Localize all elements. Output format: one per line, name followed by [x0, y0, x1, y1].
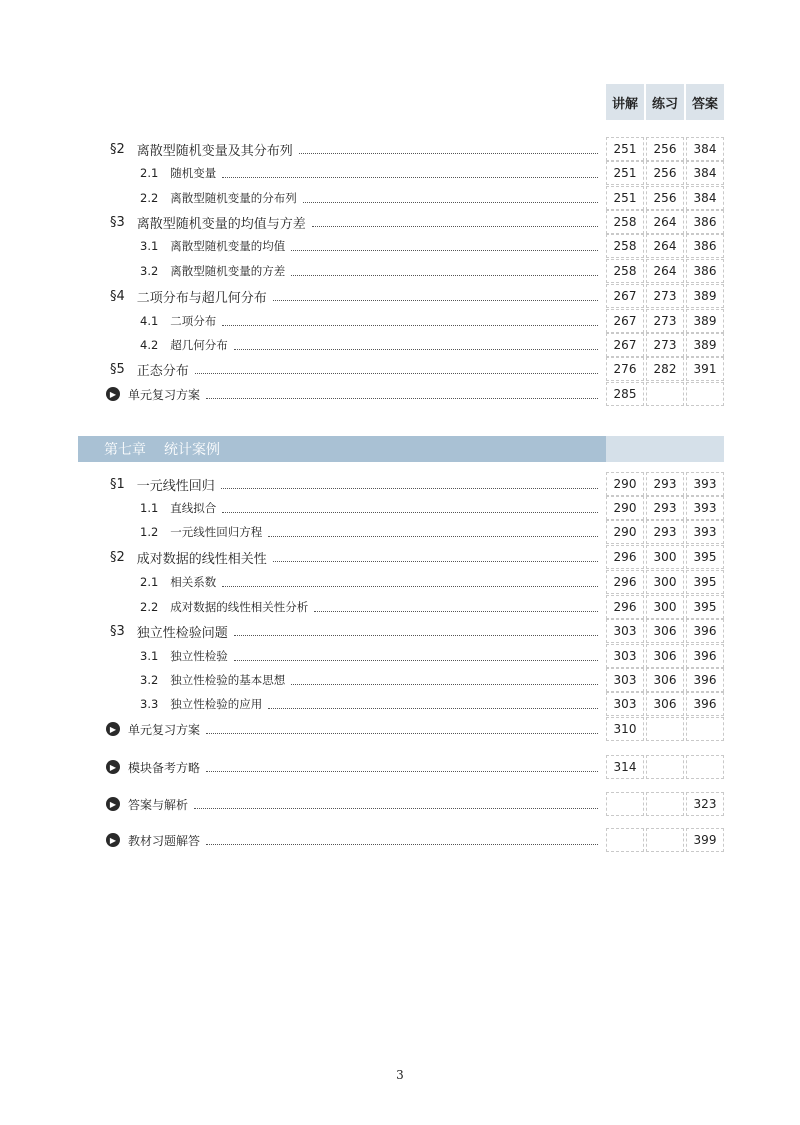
answer-page-cell: 393 — [686, 520, 724, 544]
entry-title: 独立性检验的应用 — [170, 697, 263, 711]
toc-entry[interactable] — [110, 619, 606, 643]
entry-title: 成对数据的线性相关性 — [136, 551, 267, 567]
entry-title: 模块备考方略 — [128, 760, 201, 775]
practice-page-cell: 306 — [646, 668, 684, 692]
lecture-page-cell: 296 — [606, 570, 644, 594]
toc-row[interactable] — [0, 333, 800, 357]
answer-page-cell: 396 — [686, 692, 724, 716]
toc-entry[interactable] — [140, 668, 606, 692]
toc-row[interactable] — [0, 828, 800, 852]
entry-title: 独立性检验问题 — [136, 625, 228, 641]
practice-page-cell — [646, 792, 684, 816]
toc-entry[interactable] — [140, 333, 606, 357]
page-number: 3 — [396, 1068, 404, 1082]
play-arrow-icon: ▶ — [106, 797, 120, 811]
toc-entry[interactable] — [140, 309, 606, 333]
practice-page-cell — [646, 755, 684, 779]
lecture-page-cell: 303 — [606, 644, 644, 668]
entry-number: 2.2 — [140, 191, 159, 205]
chapter-header-bar-tail — [606, 436, 724, 462]
lecture-page-cell: 258 — [606, 234, 644, 258]
answer-page-cell: 396 — [686, 668, 724, 692]
chapter-title: 统计案例 — [164, 442, 220, 458]
practice-page-cell: 264 — [646, 259, 684, 283]
dot-leader — [268, 707, 598, 709]
lecture-page-cell — [606, 792, 644, 816]
practice-page-cell: 300 — [646, 545, 684, 569]
entry-title: 教材习题解答 — [128, 833, 201, 848]
entry-number: 3.1 — [140, 649, 159, 663]
column-header-practice: 练习 — [646, 84, 684, 120]
toc-entry[interactable] — [140, 570, 606, 594]
entry-title: 超几何分布 — [170, 338, 228, 352]
play-arrow-icon: ▶ — [106, 760, 120, 774]
toc-entry[interactable] — [110, 137, 606, 161]
lecture-page-cell: 303 — [606, 619, 644, 643]
entry-title: 直线拟合 — [170, 501, 217, 515]
answer-page-cell — [686, 382, 724, 406]
toc-entry[interactable] — [110, 382, 606, 406]
entry-number: §4 — [110, 288, 125, 304]
answer-page-cell: 399 — [686, 828, 724, 852]
entry-title: 正态分布 — [136, 363, 189, 379]
entry-number: 2.1 — [140, 575, 159, 589]
lecture-page-cell: 285 — [606, 382, 644, 406]
dot-leader — [206, 843, 598, 845]
answer-page-cell: 323 — [686, 792, 724, 816]
dot-leader — [206, 397, 598, 399]
answer-page-cell: 386 — [686, 259, 724, 283]
entry-title: 答案与解析 — [128, 797, 189, 812]
dot-leader — [222, 585, 598, 587]
practice-page-cell: 256 — [646, 186, 684, 210]
practice-page-cell: 293 — [646, 472, 684, 496]
entry-title: 独立性检验的基本思想 — [170, 673, 286, 687]
dot-leader — [234, 659, 598, 661]
lecture-page-cell: 310 — [606, 717, 644, 741]
toc-entry[interactable] — [140, 644, 606, 668]
entry-number: 1.2 — [140, 525, 159, 539]
entry-number: 4.1 — [140, 314, 159, 328]
answer-page-cell: 391 — [686, 357, 724, 381]
entry-title: 一元线性回归 — [136, 478, 215, 494]
lecture-page-cell: 303 — [606, 692, 644, 716]
toc-row[interactable] — [0, 619, 800, 643]
lecture-page-cell: 290 — [606, 496, 644, 520]
entry-title: 随机变量 — [170, 166, 217, 180]
entry-number: 3.2 — [140, 264, 159, 278]
practice-page-cell: 273 — [646, 309, 684, 333]
entry-title: 二项分布与超几何分布 — [136, 290, 267, 306]
lecture-page-cell: 251 — [606, 137, 644, 161]
practice-page-cell — [646, 382, 684, 406]
entry-number: §2 — [110, 549, 125, 565]
dot-leader — [221, 487, 598, 489]
practice-page-cell — [646, 717, 684, 741]
practice-page-cell: 306 — [646, 644, 684, 668]
lecture-page-cell: 296 — [606, 545, 644, 569]
entry-number: 3.2 — [140, 673, 159, 687]
play-arrow-icon: ▶ — [106, 387, 120, 401]
answer-page-cell: 389 — [686, 309, 724, 333]
practice-page-cell: 300 — [646, 595, 684, 619]
answer-page-cell: 396 — [686, 644, 724, 668]
toc-entry[interactable] — [140, 161, 606, 185]
lecture-page-cell: 296 — [606, 595, 644, 619]
entry-title: 单元复习方案 — [128, 387, 201, 402]
dot-leader — [291, 274, 598, 276]
entry-title: 离散型随机变量的方差 — [170, 264, 286, 278]
toc-entry[interactable] — [110, 755, 606, 779]
toc-row[interactable] — [0, 668, 800, 692]
toc-row[interactable] — [0, 595, 800, 619]
toc-entry[interactable] — [110, 472, 606, 496]
dot-leader — [314, 610, 598, 612]
practice-page-cell: 264 — [646, 210, 684, 234]
entry-title: 离散型随机变量的均值与方差 — [136, 216, 306, 232]
lecture-page-cell: 267 — [606, 309, 644, 333]
practice-page-cell: 293 — [646, 520, 684, 544]
entry-number: §3 — [110, 623, 125, 639]
answer-page-cell: 384 — [686, 186, 724, 210]
toc-row[interactable] — [0, 520, 800, 544]
toc-entry[interactable] — [140, 595, 606, 619]
chapter-header-bar — [78, 436, 606, 462]
practice-page-cell: 306 — [646, 619, 684, 643]
dot-leader — [222, 324, 598, 326]
dot-leader — [206, 770, 598, 772]
toc-row[interactable] — [0, 161, 800, 185]
toc-row[interactable] — [0, 357, 800, 381]
answer-page-cell: 396 — [686, 619, 724, 643]
dot-leader — [299, 152, 598, 154]
practice-page-cell: 273 — [646, 333, 684, 357]
toc-entry[interactable] — [110, 717, 606, 741]
toc-row[interactable] — [0, 545, 800, 569]
entry-title: 单元复习方案 — [128, 722, 201, 737]
entry-title: 离散型随机变量及其分布列 — [136, 143, 293, 159]
answer-page-cell: 393 — [686, 496, 724, 520]
dot-leader — [195, 372, 598, 374]
chapter-label: 第七章 — [104, 442, 146, 458]
toc-row[interactable] — [0, 570, 800, 594]
toc-row[interactable] — [0, 210, 800, 234]
answer-page-cell: 386 — [686, 210, 724, 234]
lecture-page-cell — [606, 828, 644, 852]
toc-row[interactable] — [0, 472, 800, 496]
lecture-page-cell: 290 — [606, 520, 644, 544]
lecture-page-cell: 303 — [606, 668, 644, 692]
toc-row[interactable] — [0, 137, 800, 161]
practice-page-cell: 282 — [646, 357, 684, 381]
toc-row[interactable] — [0, 755, 800, 779]
entry-number: §5 — [110, 361, 125, 377]
toc-row[interactable] — [0, 284, 800, 308]
entry-title: 一元线性回归方程 — [170, 525, 263, 539]
dot-leader — [222, 511, 598, 513]
dot-leader — [222, 176, 598, 178]
practice-page-cell: 256 — [646, 137, 684, 161]
entry-title: 离散型随机变量的均值 — [170, 239, 286, 253]
practice-page-cell: 306 — [646, 692, 684, 716]
toc-entry[interactable] — [140, 186, 606, 210]
dot-leader — [273, 299, 598, 301]
toc-row[interactable] — [0, 259, 800, 283]
dot-leader — [291, 249, 598, 251]
lecture-page-cell: 251 — [606, 161, 644, 185]
dot-leader — [268, 535, 598, 537]
lecture-page-cell: 290 — [606, 472, 644, 496]
column-header-answer: 答案 — [686, 84, 724, 120]
toc-row[interactable] — [0, 309, 800, 333]
lecture-page-cell: 276 — [606, 357, 644, 381]
toc-row[interactable] — [0, 234, 800, 258]
answer-page-cell: 393 — [686, 472, 724, 496]
lecture-page-cell: 251 — [606, 186, 644, 210]
practice-page-cell: 264 — [646, 234, 684, 258]
dot-leader — [312, 225, 598, 227]
dot-leader — [273, 560, 598, 562]
toc-entry[interactable] — [110, 792, 606, 816]
toc-entry[interactable] — [110, 284, 606, 308]
toc-row[interactable] — [0, 717, 800, 741]
toc-entry[interactable] — [140, 520, 606, 544]
toc-entry[interactable] — [110, 545, 606, 569]
entry-number: §2 — [110, 141, 125, 157]
entry-number: 2.1 — [140, 166, 159, 180]
practice-page-cell: 273 — [646, 284, 684, 308]
entry-number: 3.1 — [140, 239, 159, 253]
answer-page-cell — [686, 755, 724, 779]
entry-number: 4.2 — [140, 338, 159, 352]
column-header-lecture: 讲解 — [606, 84, 644, 120]
toc-entry[interactable] — [140, 234, 606, 258]
dot-leader — [234, 634, 598, 636]
practice-page-cell — [646, 828, 684, 852]
toc-entry[interactable] — [110, 357, 606, 381]
practice-page-cell: 256 — [646, 161, 684, 185]
toc-row[interactable] — [0, 496, 800, 520]
dot-leader — [206, 732, 598, 734]
lecture-page-cell: 258 — [606, 259, 644, 283]
answer-page-cell: 395 — [686, 570, 724, 594]
play-arrow-icon: ▶ — [106, 722, 120, 736]
toc-row[interactable] — [0, 644, 800, 668]
answer-page-cell: 389 — [686, 284, 724, 308]
entry-title: 独立性检验 — [170, 649, 228, 663]
entry-number: §1 — [110, 476, 125, 492]
entry-number: 3.3 — [140, 697, 159, 711]
answer-page-cell — [686, 717, 724, 741]
entry-title: 离散型随机变量的分布列 — [170, 191, 297, 205]
entry-number: 1.1 — [140, 501, 159, 515]
toc-row[interactable] — [0, 792, 800, 816]
answer-page-cell: 395 — [686, 545, 724, 569]
entry-title: 二项分布 — [170, 314, 217, 328]
entry-number: 2.2 — [140, 600, 159, 614]
toc-row[interactable] — [0, 186, 800, 210]
dot-leader — [234, 348, 598, 350]
lecture-page-cell: 258 — [606, 210, 644, 234]
entry-title: 成对数据的线性相关性分析 — [170, 600, 309, 614]
lecture-page-cell: 267 — [606, 333, 644, 357]
lecture-page-cell: 267 — [606, 284, 644, 308]
toc-entry[interactable] — [110, 828, 606, 852]
practice-page-cell: 300 — [646, 570, 684, 594]
play-arrow-icon: ▶ — [106, 833, 120, 847]
entry-number: §3 — [110, 214, 125, 230]
toc-entry[interactable] — [140, 259, 606, 283]
answer-page-cell: 384 — [686, 137, 724, 161]
dot-leader — [194, 807, 598, 809]
dot-leader — [303, 201, 598, 203]
entry-title: 相关系数 — [170, 575, 217, 589]
toc-row[interactable] — [0, 692, 800, 716]
toc-entry[interactable] — [140, 692, 606, 716]
toc-entry[interactable] — [140, 496, 606, 520]
toc-entry[interactable] — [110, 210, 606, 234]
answer-page-cell: 384 — [686, 161, 724, 185]
lecture-page-cell: 314 — [606, 755, 644, 779]
answer-page-cell: 395 — [686, 595, 724, 619]
answer-page-cell: 386 — [686, 234, 724, 258]
answer-page-cell: 389 — [686, 333, 724, 357]
toc-row[interactable] — [0, 382, 800, 406]
practice-page-cell: 293 — [646, 496, 684, 520]
dot-leader — [291, 683, 598, 685]
